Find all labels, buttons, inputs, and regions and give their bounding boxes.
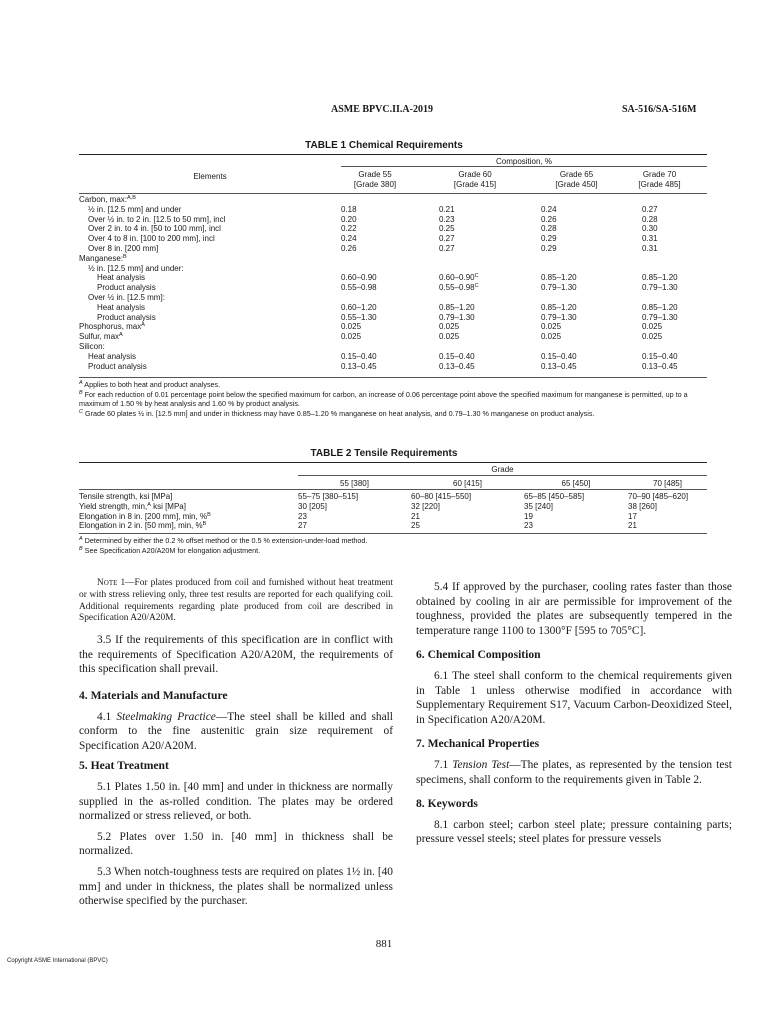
table1-footnotes (79, 380, 699, 418)
table1-row-label: Manganese:$^B$ (79, 253, 127, 263)
table1-row (79, 264, 707, 274)
running-header-left: ASME BPVC.II.A-2019 (331, 104, 433, 115)
table1-row (79, 205, 707, 215)
table1-row-label: ½ in. [12.5 mm] and under: (88, 263, 184, 273)
table1-cell (541, 342, 642, 352)
table2-cell: 25 (411, 521, 420, 531)
table1-cell: 0.27 (642, 204, 658, 214)
table1-cell (642, 342, 707, 352)
table2-grade-label: 70 [485] (653, 479, 682, 488)
table1-cell (642, 254, 707, 264)
table2-top-rule (79, 462, 707, 463)
table1-cell (541, 293, 642, 303)
table1-cell: 0.22 (341, 224, 357, 234)
para-6-1: 6.1 The steel shall conform to the chemical requirements given in Table 1 unless otherwise modified in accordance with Supplementary Requirement S17, Vacuum Carbon-Deoxidized Steel, in Specification A20/A20M. (416, 669, 732, 726)
table1-cell (341, 254, 439, 264)
table2-cell: 32 [220] (411, 501, 440, 511)
para-8-1: 8.1 carbon steel; carbon steel plate; pressure containing parts; pressure vessel steels; steel plates for pressure vessels (416, 818, 732, 846)
table1-row (79, 273, 707, 283)
table2-cell: 23 (524, 521, 533, 531)
table1-cell: 0.27 (439, 243, 455, 253)
table1-row (79, 342, 707, 352)
table2-cell: 17 (628, 511, 637, 521)
footnote-marker: B (79, 389, 83, 396)
table1-row-label: Phosphorus, $\max^A$ (79, 322, 145, 332)
section-4-heading: 4. Materials and Manufacture (79, 688, 228, 702)
table1-row-label: Product analysis (97, 312, 156, 322)
table1-body (79, 195, 707, 371)
table1-cell: 0.23 (439, 214, 455, 224)
table1-cell: 0.13–0.45 (642, 361, 678, 371)
para-5-1: 5.1 Plates 1.50 in. [40 mm] and under in thickness are normally supplied in the as-rolled condition. The plates may be ordered normalized or stress relieved, or both. (79, 780, 393, 823)
table1-cell: 0.29 (541, 234, 557, 244)
para-7-1: 7.1 Tension Test—The plates, as represented by the tension test specimens, shall conform to the requirements given in Table 2. (416, 758, 732, 786)
table1-header-rule (79, 193, 707, 194)
table1-cell: $0.55-0.98^C$ (439, 283, 479, 293)
table2-row (79, 502, 707, 512)
table1-row-label: Carbon, max:$^{A,B}$ (79, 195, 136, 204)
table1-row (79, 303, 707, 313)
table1-row-label: Heat analysis (88, 351, 137, 361)
table1-cell (642, 293, 707, 303)
table2-grade-label: 65 [450] (561, 479, 591, 488)
para-4-1: 4.1 Steelmaking Practice—The steel shall be killed and shall conform to the fine austenitic grain size requirement of Specification A20/A20M. (79, 710, 393, 752)
grade-alt: [Grade 450] (555, 179, 598, 189)
table2-row-label: Yield strength, min,$^A$ ksi [MPa] (79, 501, 186, 511)
footnote-marker: C (474, 283, 479, 290)
note-1 (79, 578, 393, 625)
table2-cell: 30 [205] (298, 501, 327, 511)
table1-cell: 0.20 (341, 214, 357, 224)
table1-cell (341, 342, 439, 352)
table1-cell: 0.79–1.30 (541, 283, 577, 293)
grade-alt: [Grade 380] (353, 179, 397, 189)
table1-cell: 0.025 (341, 322, 362, 332)
table1-cell: 0.26 (541, 214, 557, 224)
table1-cell: 0.025 (541, 322, 562, 332)
table1-cell (642, 264, 707, 274)
table1-row (79, 293, 707, 303)
table1-row-label: ½ in. [12.5 mm] and under (88, 204, 182, 214)
table2-header-rule (79, 489, 707, 490)
footnote-text: Determined by either the 0.2 % offset method or the 0.5 % extension-under-load method. (82, 536, 368, 545)
table1-cell: 0.025 (439, 332, 460, 342)
footnote (79, 546, 699, 556)
table1-cell: 0.79–1.30 (642, 283, 678, 293)
table1-grade-header (321, 170, 429, 189)
footnote-marker: B (207, 511, 211, 518)
footnote (79, 409, 699, 419)
table1-cell (341, 195, 439, 205)
table1-cell: 0.15–0.40 (642, 351, 678, 361)
footnote-text: See Specification A20/A20M for elongation adjustment. (82, 545, 261, 555)
table1-cell: 0.79–1.30 (541, 312, 577, 322)
table1-cell: 0.60–0.90 (341, 273, 377, 283)
table2-bottom-rule (79, 533, 707, 534)
table1-row-label: Over 4 to 8 in. [100 to 200 mm], incl (88, 234, 215, 244)
table2-cell: 35 [240] (524, 501, 553, 511)
table2-cell: 38 [260] (628, 501, 657, 511)
table1-grade-header (521, 170, 632, 189)
page-number: 881 (375, 938, 393, 950)
table1-row (79, 362, 707, 372)
table1-composition-rule (341, 166, 707, 167)
grade-name: Grade 60 (458, 170, 492, 179)
table1-row (79, 195, 707, 205)
table1-cell: 0.28 (541, 224, 557, 234)
table1-cell: 0.15–0.40 (439, 351, 475, 361)
footnote-marker: A (119, 332, 123, 339)
table1-grade-header (419, 170, 531, 189)
section-6-heading: 6. Chemical Composition (416, 648, 541, 662)
table1-row-label: Over ½ in. to 2 in. [12.5 to 50 mm], incl (88, 214, 226, 224)
note-text: —For plates produced from coil and furnished without heat treatment or with stress relieving only, three test results are reported for each qualifying coil. Additional requirements regarding plate produced from coil are described in Specification A20/A20M. (79, 578, 393, 624)
table1-cell (439, 342, 541, 352)
table1-cell: 0.55–0.98 (341, 283, 377, 293)
table1-row (79, 352, 707, 362)
table1-cell: 0.26 (341, 243, 357, 253)
table1-grade-header (622, 170, 697, 189)
table1-cell (541, 195, 642, 205)
grade-alt: [Grade 415] (453, 179, 497, 189)
section-5-heading: 5. Heat Treatment (79, 759, 169, 773)
table2-grade-rule (298, 475, 707, 476)
footnote (79, 390, 699, 409)
table1-cell: 0.13–0.45 (439, 361, 475, 371)
table1-row (79, 244, 707, 254)
table2-cell: 27 (298, 521, 307, 531)
table1-cell: 0.31 (642, 234, 658, 244)
table2-body (79, 492, 707, 531)
table1-cell (439, 195, 541, 205)
table1-row-label: Over ½ in. [12.5 mm]: (88, 292, 165, 302)
table1-cell: 0.79–1.30 (439, 312, 475, 322)
table1-row-label: Product analysis (88, 361, 147, 371)
table1-cell: 0.27 (439, 234, 455, 244)
table2-cell: 65–85 [450–585] (524, 492, 585, 501)
grade-name: Grade 55 (358, 170, 392, 179)
table1-cell: 0.55–1.30 (341, 312, 377, 322)
table1-bottom-rule (79, 377, 707, 378)
table2-cell: 21 (411, 511, 420, 521)
right-column (416, 580, 732, 847)
table1-row (79, 215, 707, 225)
table2-title: TABLE 2 Tensile Requirements (310, 448, 458, 459)
table2-footnotes (79, 536, 699, 555)
footnote-text: Applies to both heat and product analyses. (82, 380, 221, 389)
table1-cell (439, 293, 541, 303)
table1-cell (341, 293, 439, 303)
table1-cell (341, 264, 439, 274)
para-5-4: 5.4 If approved by the purchaser, cooling rates faster than those obtained by cooling in air are permissible for improvement of the toughness, provided the plates are subsequently tempered in the temperature range 1100 to 1300°F [595 to 705°C]. (416, 581, 732, 637)
grade-name: Grade 65 (559, 170, 594, 179)
table1-cell: 0.13–0.45 (341, 361, 377, 371)
table2-row-label: Elongation in 8 in. [200 mm], min, %$^B$ (79, 511, 211, 521)
table2-cell: 60–80 [415–550] (411, 492, 472, 501)
para-3-5: 3.5 If the requirements of this specification are in conflict with the requirements of Specification A20/A20M, the requirements of this specification shall prevail. (79, 634, 393, 676)
table1-cell: 0.15–0.40 (341, 351, 377, 361)
table2-row (79, 521, 707, 531)
table1-cell (642, 195, 707, 205)
footnote-marker: B (79, 545, 83, 552)
table1-cell: 0.15–0.40 (541, 351, 577, 361)
footnote-marker: A (79, 536, 83, 542)
table1-cell: 0.25 (439, 224, 455, 234)
table1-row (79, 224, 707, 234)
table1-row-label: Over 2 in. to 4 in. [50 to 100 mm], incl (88, 224, 221, 234)
table1-elements-header: Elements (193, 172, 227, 181)
footnote-marker: A,B (127, 195, 136, 201)
footnote-marker: C (79, 408, 83, 415)
left-column (79, 578, 393, 909)
table1-cell: 0.025 (439, 322, 460, 332)
table2-row-label: Tensile strength, ksi [MPa] (79, 492, 173, 501)
copyright-notice: Copyright ASME International (BPVC) (7, 958, 108, 964)
table2-cell: 23 (298, 511, 307, 521)
table1-cell: 0.24 (541, 204, 557, 214)
table1-cell: 0.60–1.20 (341, 302, 377, 312)
para-5-2: 5.2 Plates over 1.50 in. [40 mm] in thickness shall be normalized. (79, 830, 393, 858)
table1-cell: 0.18 (341, 204, 357, 214)
table1-row (79, 322, 707, 332)
table1-row (79, 332, 707, 342)
table1-cell (541, 254, 642, 264)
table2-row (79, 492, 707, 502)
footnote-marker: C (474, 273, 479, 280)
table1-row (79, 254, 707, 264)
table1-cell: 0.21 (439, 204, 455, 214)
table1-cell: 0.79–1.30 (642, 312, 678, 322)
footnote-marker: A (141, 322, 145, 329)
footnote-text: Grade 60 plates ½ in. [12.5 mm] and under in thickness may have 0.85–1.20 % manganese on heat analysis, and 0.79–1.30 % manganese on product analysis. (82, 408, 595, 418)
table1-row-label: Product analysis (97, 283, 156, 293)
table2-grade-label: 60 [415] (453, 479, 482, 488)
table1-cell: 0.025 (341, 332, 362, 342)
table2-row-label: Elongation in 2 in. [50 mm], min, %$^B$ (79, 521, 207, 531)
table1-cell: 0.025 (642, 332, 663, 342)
section-7-heading: 7. Mechanical Properties (416, 737, 540, 751)
table1-cell: 0.13–0.45 (541, 361, 577, 371)
table1-title: TABLE 1 Chemical Requirements (305, 140, 463, 151)
table1-cell: 0.31 (642, 243, 658, 253)
note-label: Note 1 (97, 578, 126, 588)
table2-row (79, 512, 707, 522)
grade-name: Grade 70 (642, 170, 677, 179)
table1-cell (439, 264, 541, 274)
footnote-marker: B (202, 521, 207, 528)
table2-grade-label: 55 [380] (340, 479, 369, 488)
footnote (79, 380, 699, 390)
table1-row-label: Heat analysis (97, 273, 146, 283)
table1-cell: $0.60-0.90^C$ (439, 273, 479, 283)
table2-cell: 19 (524, 511, 533, 521)
footnote-text: For each reduction of 0.01 percentage point below the specified maximum for carbon, an increase of 0.06 percentage point above the specified maximum for manganese is permitted, up to a maximum of 1.50 % by heat analysis and 1.60 % by product analysis. (79, 389, 688, 409)
table1-cell: 0.85–1.20 (642, 273, 678, 283)
table1-cell: 0.025 (642, 322, 663, 332)
footnote-marker: A (79, 380, 83, 386)
footnote-marker: B (123, 253, 127, 260)
table1-cell: 0.85–1.20 (439, 302, 475, 312)
table1-cell: 0.29 (541, 243, 557, 253)
table1-row (79, 234, 707, 244)
table1-cell: 0.85–1.20 (642, 302, 678, 312)
table1-row (79, 313, 707, 323)
table1-row-label: Silicon: (79, 341, 105, 351)
table1-cell (541, 264, 642, 274)
table1-row (79, 283, 707, 293)
footnote-marker: A (147, 501, 151, 508)
table1-row-label: Heat analysis (97, 302, 146, 312)
table1-row-label: Sulfur, $\max^A$ (79, 332, 123, 342)
table1-cell: 0.24 (341, 234, 357, 244)
table2-grade-header: Grade (491, 465, 514, 474)
table1-cell: 0.85–1.20 (541, 302, 577, 312)
grade-alt: [Grade 485] (638, 179, 681, 189)
table1-cell: 0.30 (642, 224, 658, 234)
section-8-heading: 8. Keywords (416, 797, 478, 811)
table2-cell: 21 (628, 521, 637, 531)
table1-cell (439, 254, 541, 264)
table1-row-label: Over 8 in. [200 mm] (88, 243, 159, 253)
table1-cell: 0.85–1.20 (541, 273, 577, 283)
table2-cell: 70–90 [485–620] (628, 492, 689, 501)
table2-cell: 55–75 [380–515] (298, 492, 359, 501)
table1-top-rule (79, 154, 707, 155)
table1-composition-header: Composition, % (495, 157, 553, 166)
running-header-right: SA-516/SA-516M (622, 104, 697, 115)
table1-cell: 0.025 (541, 332, 562, 342)
footnote (79, 536, 699, 546)
table1-cell: 0.28 (642, 214, 658, 224)
para-5-3: 5.3 When notch-toughness tests are required on plates 1½ in. [40 mm] and under in thickness, the plates shall be normalized unless otherwise specified by the purchaser. (79, 865, 393, 908)
